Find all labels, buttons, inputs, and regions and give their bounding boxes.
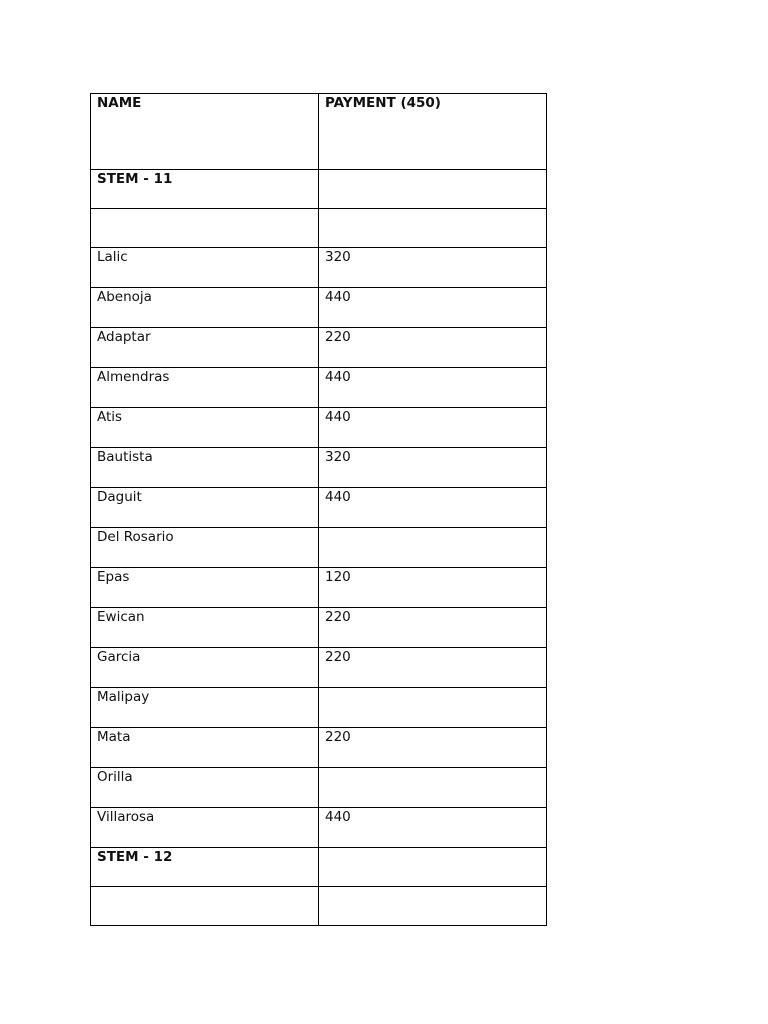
payment-cell bbox=[319, 728, 547, 768]
table-row bbox=[91, 408, 547, 448]
payment-amount: 440 bbox=[325, 489, 351, 505]
payment-cell bbox=[319, 368, 547, 408]
name-cell bbox=[91, 368, 319, 408]
student-name: Malipay bbox=[97, 689, 150, 705]
payment-header-cell bbox=[319, 94, 547, 170]
payment-cell bbox=[319, 808, 547, 848]
student-name: Mata bbox=[97, 729, 131, 745]
section-label: STEM - 12 bbox=[97, 849, 173, 865]
payment-cell bbox=[319, 448, 547, 488]
payment-amount: 440 bbox=[325, 809, 351, 825]
name-cell bbox=[91, 808, 319, 848]
payment-cell bbox=[319, 488, 547, 528]
table-row bbox=[91, 688, 547, 728]
student-name: Lalic bbox=[97, 249, 128, 265]
table-row bbox=[91, 768, 547, 808]
payment-amount: 440 bbox=[325, 289, 351, 305]
section-row-stem-12 bbox=[91, 848, 547, 887]
student-name: Adaptar bbox=[97, 329, 151, 345]
payment-cell bbox=[319, 248, 547, 288]
student-name: Orilla bbox=[97, 769, 133, 785]
payment-amount: 440 bbox=[325, 409, 351, 425]
name-cell bbox=[91, 328, 319, 368]
name-cell bbox=[91, 768, 319, 808]
table-row bbox=[91, 808, 547, 848]
table-row bbox=[91, 528, 547, 568]
payment-cell bbox=[319, 568, 547, 608]
blank-cell bbox=[91, 887, 319, 926]
payment-amount: 320 bbox=[325, 249, 351, 265]
payment-cell bbox=[319, 688, 547, 728]
name-cell bbox=[91, 688, 319, 728]
payment-cell bbox=[319, 288, 547, 328]
payment-cell bbox=[319, 528, 547, 568]
student-name: Almendras bbox=[97, 369, 170, 385]
student-name: Villarosa bbox=[97, 809, 155, 825]
name-cell bbox=[91, 488, 319, 528]
payment-cell bbox=[319, 328, 547, 368]
payment-cell bbox=[319, 408, 547, 448]
section-label-cell bbox=[91, 848, 319, 887]
payment-amount: 220 bbox=[325, 729, 351, 745]
payment-header: PAYMENT (450) bbox=[325, 95, 441, 111]
payment-cell bbox=[319, 768, 547, 808]
blank-cell bbox=[319, 209, 547, 248]
name-header: NAME bbox=[97, 95, 142, 111]
payment-amount: 440 bbox=[325, 369, 351, 385]
payment-amount: 220 bbox=[325, 329, 351, 345]
header-row bbox=[91, 94, 547, 170]
blank-row bbox=[91, 209, 547, 248]
student-name: Atis bbox=[97, 409, 123, 425]
name-cell bbox=[91, 728, 319, 768]
student-name: Daguit bbox=[97, 489, 142, 505]
table-row bbox=[91, 448, 547, 488]
payment-amount: 120 bbox=[325, 569, 351, 585]
name-cell bbox=[91, 608, 319, 648]
section-row-stem-11 bbox=[91, 170, 547, 209]
name-cell bbox=[91, 568, 319, 608]
student-name: Del Rosario bbox=[97, 529, 174, 545]
table-row bbox=[91, 728, 547, 768]
section-empty-cell bbox=[319, 848, 547, 887]
name-header-cell bbox=[91, 94, 319, 170]
table-row bbox=[91, 328, 547, 368]
name-cell bbox=[91, 448, 319, 488]
section-label: STEM - 11 bbox=[97, 171, 173, 187]
table-row bbox=[91, 488, 547, 528]
payment-cell bbox=[319, 648, 547, 688]
student-name: Bautista bbox=[97, 449, 153, 465]
table-row bbox=[91, 568, 547, 608]
blank-cell bbox=[319, 887, 547, 926]
payment-cell bbox=[319, 608, 547, 648]
blank-row bbox=[91, 887, 547, 926]
payment-amount: 220 bbox=[325, 609, 351, 625]
name-cell bbox=[91, 288, 319, 328]
payment-amount: 220 bbox=[325, 649, 351, 665]
student-name: Epas bbox=[97, 569, 130, 585]
payment-table bbox=[90, 93, 547, 926]
table-row bbox=[91, 608, 547, 648]
student-name: Garcia bbox=[97, 649, 141, 665]
name-cell bbox=[91, 528, 319, 568]
name-cell bbox=[91, 248, 319, 288]
student-name: Ewican bbox=[97, 609, 145, 625]
name-cell bbox=[91, 648, 319, 688]
section-label-cell bbox=[91, 170, 319, 209]
table-row bbox=[91, 648, 547, 688]
table-row bbox=[91, 368, 547, 408]
student-name: Abenoja bbox=[97, 289, 152, 305]
table-row bbox=[91, 288, 547, 328]
name-cell bbox=[91, 408, 319, 448]
blank-cell bbox=[91, 209, 319, 248]
section-empty-cell bbox=[319, 170, 547, 209]
table-row bbox=[91, 248, 547, 288]
payment-amount: 320 bbox=[325, 449, 351, 465]
